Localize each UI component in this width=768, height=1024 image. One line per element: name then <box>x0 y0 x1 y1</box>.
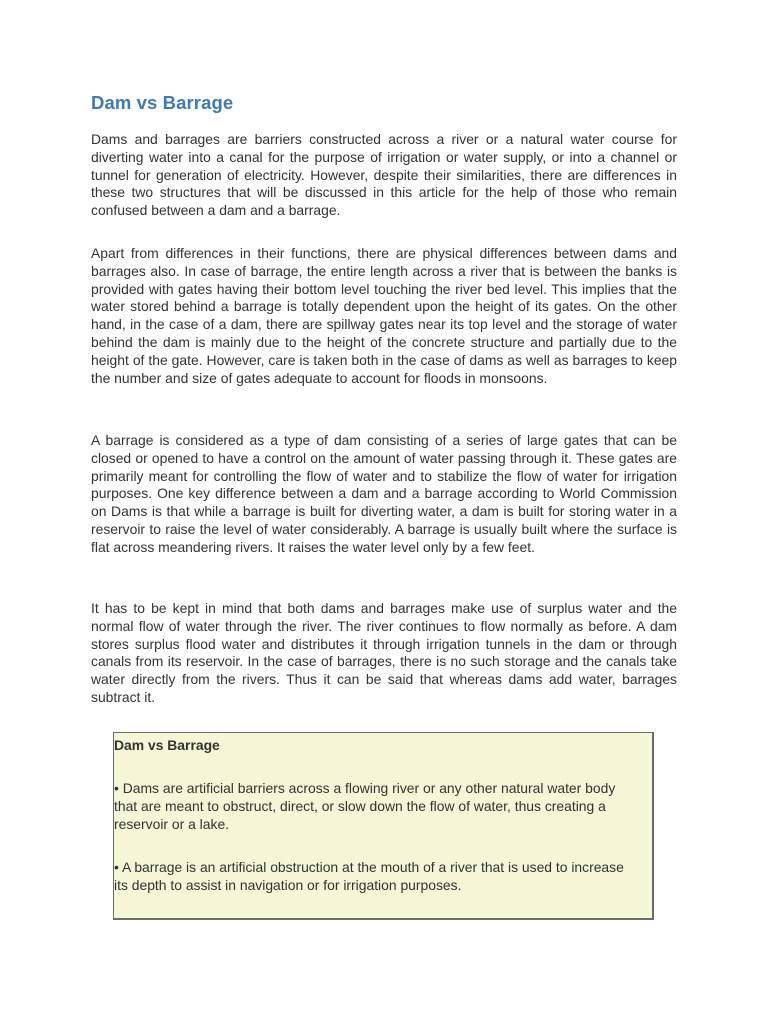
summary-point-dams: • Dams are artificial barriers across a flowing river or any other natural water body that are meant to obstruct, direct, or slow down the flow of water, thus creating a reservoir or a lake. <box>114 780 616 832</box>
summary-point-barrage: • A barrage is an artificial obstruction at the mouth of a river that is used to increase its depth to assist in navigation or for irrigation purposes. <box>114 859 624 893</box>
paragraph-water-usage: It has to be kept in mind that both dams and barrages make use of surplus water and the normal flow of water through the river. The river continues to flow normally as before. A dam stores surplus flood water and distributes it through irrigation tunnels in the dam or through canals from its reservoir. In the case of barrages, there is no such storage and the canals take water directly from the rivers. Thus it can be said that whereas dams add water, barrages subtract it. <box>91 600 677 705</box>
summary-box <box>113 732 654 920</box>
paragraph-barrage-definition: A barrage is considered as a type of dam consisting of a series of large gates that can be closed or opened to have a control on the amount of water passing through it. These gates are primarily meant for controlling the flow of water and to stabilize the flow of water for irrigation purposes. One key difference between a dam and a barrage according to World Commission on Dams is that while a barrage is built for diverting water, a dam is built for storing water in a reservoir to raise the level of water considerably. A barrage is usually built where the surface is flat across meandering rivers. It raises the water level only by a few feet. <box>91 432 677 555</box>
paragraph-physical-differences: Apart from differences in their functions, there are physical differences between dams and barrages also. In case of barrage, the entire length across a river that is between the banks is provided with gates having their bottom level touching the river bed level. This implies that the water stored behind a barrage is totally dependent upon the height of its gates. On the other hand, in the case of a dam, there are spillway gates near its top level and the storage of water behind the dam is mainly due to the height of the concrete structure and partially due to the height of the gate. However, care is taken both in the case of dams as well as barrages to keep the number and size of gates adequate to account for floods in monsoons. <box>91 245 677 386</box>
summary-title: Dam vs Barrage <box>114 737 220 753</box>
article-title: Dam vs Barrage <box>91 92 234 113</box>
paragraph-intro: Dams and barrages are barriers constructed across a river or a natural water course for diverting water into a canal for the purpose of irrigation or water supply, or into a channel or tunnel for generation of electricity. However, despite their similarities, there are differences in these two structures that will be discussed in this article for the help of those who remain confused between a dam and a barrage. <box>91 131 677 219</box>
